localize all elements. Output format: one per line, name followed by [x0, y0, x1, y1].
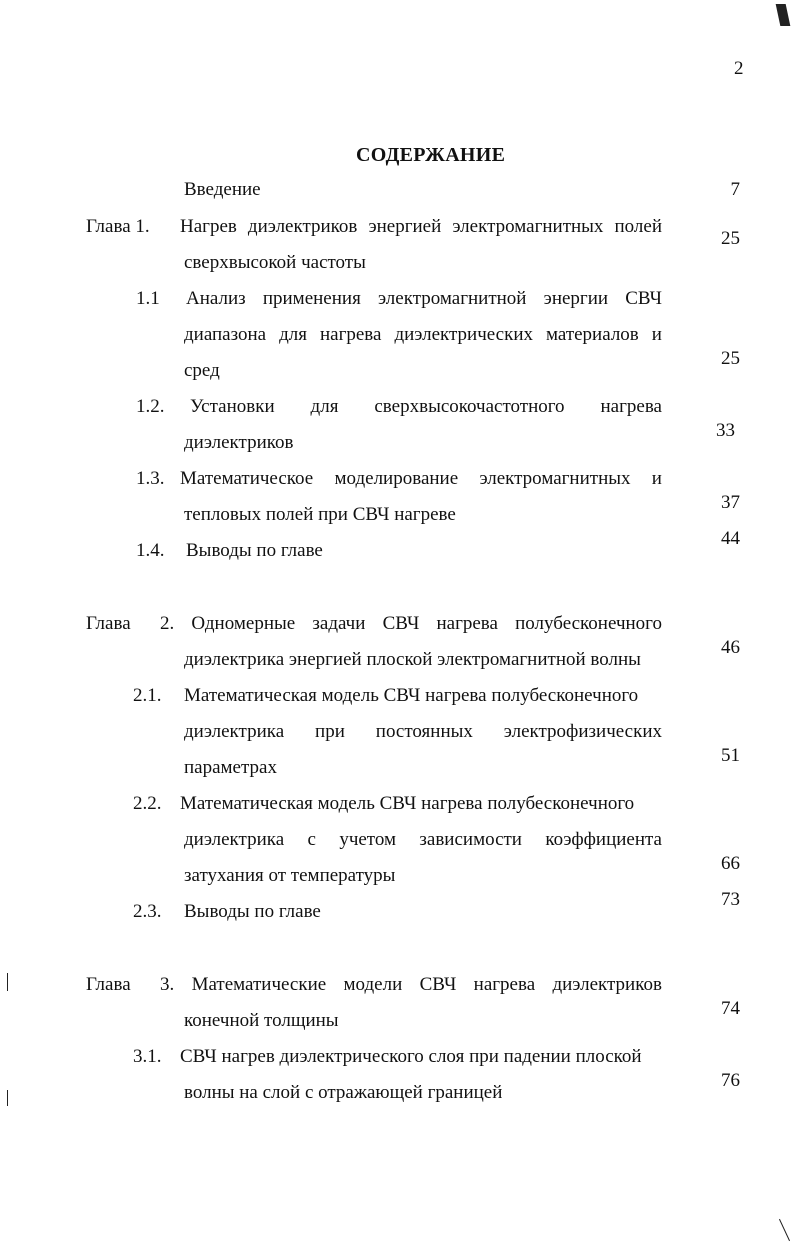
word: полей	[614, 216, 662, 237]
section-1-1-title-line-3: сред	[184, 360, 220, 381]
chapter-2-number: 2.	[160, 613, 175, 634]
word: коэффициента	[545, 829, 662, 850]
section-2-2-title-line-2	[184, 828, 662, 852]
word: материалов	[545, 324, 639, 345]
section-1-3-title-line-1	[180, 467, 662, 491]
chapter-2-title-line-2: диэлектрика энергией плоской электромагнитной волны	[184, 649, 641, 670]
section-1-4-title: Выводы по главе	[186, 540, 323, 561]
section-1-3-title-line-2: тепловых полей при СВЧ нагреве	[184, 504, 456, 525]
word: Математические	[191, 974, 327, 995]
word: Математическое	[180, 468, 314, 489]
word: СВЧ	[625, 288, 662, 309]
word: СВЧ	[382, 613, 420, 634]
word: диэлектрика	[184, 829, 285, 850]
section-1-1-page: 25	[721, 348, 740, 369]
word: моделирование	[334, 468, 459, 489]
word: для	[279, 324, 307, 345]
chapter-1-number: Глава 1.	[86, 216, 150, 237]
word: электрофизических	[503, 721, 662, 742]
scan-artifact-left-2	[7, 1090, 8, 1106]
word: электромагнитной	[378, 288, 527, 309]
section-1-2-title-line-1	[190, 395, 662, 419]
section-2-2-page: 66	[721, 853, 740, 874]
section-1-4-page: 44	[721, 528, 740, 549]
scan-artifact-bottom-right	[779, 1219, 790, 1241]
section-1-1-title-line-1	[186, 287, 662, 311]
section-2-2-number: 2.2.	[133, 793, 162, 814]
section-2-2-title-line-1: Математическая модель СВЧ нагрева полубесконечного	[180, 793, 635, 814]
word: применения	[262, 288, 361, 309]
intro-page: 7	[730, 179, 740, 200]
chapter-2-title-line-1	[160, 612, 662, 636]
chapter-3-page: 74	[721, 998, 740, 1019]
word: энергией	[368, 216, 442, 237]
word: учетом	[339, 829, 397, 850]
chapter-1-title-line-1	[180, 215, 662, 239]
chapter-3-word: Глава	[86, 974, 131, 995]
section-2-1-number: 2.1.	[133, 685, 162, 706]
word: Установки	[190, 396, 275, 417]
word: нагрева	[436, 613, 498, 634]
section-3-1-title-line-1: СВЧ нагрев диэлектрического слоя при падении плоской	[180, 1046, 642, 1067]
scan-artifact-left-1	[7, 973, 8, 991]
chapter-2-page: 46	[721, 637, 740, 658]
word: нагрева	[319, 324, 382, 345]
word: СВЧ	[419, 974, 457, 995]
page-title: СОДЕРЖАНИЕ	[356, 144, 506, 166]
word: Одномерные	[191, 613, 296, 634]
chapter-1-page: 25	[721, 228, 740, 249]
word: Анализ	[186, 288, 246, 309]
section-2-1-title-line-2	[184, 720, 662, 744]
intro-label: Введение	[184, 179, 261, 200]
section-2-3-number: 2.3.	[133, 901, 162, 922]
word: электромагнитных	[479, 468, 631, 489]
section-1-2-page: 33	[716, 420, 735, 441]
section-2-3-page: 73	[721, 889, 740, 910]
chapter-3-number: 3.	[160, 974, 175, 995]
word: и	[651, 324, 662, 345]
section-2-3-title: Выводы по главе	[184, 901, 321, 922]
section-1-1-title-line-2	[184, 323, 662, 347]
section-2-1-title-line-1: Математическая модель СВЧ нагрева полубесконечного	[184, 685, 639, 706]
word: задачи	[312, 613, 366, 634]
word: модели	[343, 974, 403, 995]
word: сверхвысокочастотного	[374, 396, 565, 417]
chapter-1-title-line-2: сверхвысокой частоты	[184, 252, 366, 273]
word: диэлектриков	[552, 974, 662, 995]
section-1-4-number: 1.4.	[136, 540, 165, 561]
chapter-2-word: Глава	[86, 613, 131, 634]
word: энергии	[543, 288, 609, 309]
word: диапазона	[184, 324, 267, 345]
word: диэлектриков	[247, 216, 358, 237]
word: диэлектрических	[394, 324, 533, 345]
word: зависимости	[419, 829, 522, 850]
word: нагрева	[600, 396, 662, 417]
chapter-3-title-line-2: конечной толщины	[184, 1010, 339, 1031]
section-1-2-title-line-2: диэлектриков	[184, 432, 294, 453]
word: для	[310, 396, 339, 417]
section-3-1-page: 76	[721, 1070, 740, 1091]
word: при	[315, 721, 345, 742]
page-number: 2	[734, 58, 744, 79]
section-2-2-title-line-3: затухания от температуры	[184, 865, 396, 886]
section-3-1-title-line-2: волны на слой с отражающей границей	[184, 1082, 503, 1103]
section-1-3-number: 1.3.	[136, 468, 165, 489]
word: и	[651, 468, 662, 489]
word: полубесконечного	[515, 613, 662, 634]
section-3-1-number: 3.1.	[133, 1046, 162, 1067]
section-1-3-page: 37	[721, 492, 740, 513]
section-2-1-page: 51	[721, 745, 740, 766]
scan-artifact-top-right	[776, 4, 791, 26]
word: с	[307, 829, 316, 850]
word: постоянных	[375, 721, 473, 742]
section-1-2-number: 1.2.	[136, 396, 165, 417]
word: электромагнитных	[452, 216, 604, 237]
section-2-1-title-line-3: параметрах	[184, 757, 277, 778]
chapter-3-title-line-1	[160, 973, 662, 997]
word: диэлектрика	[184, 721, 285, 742]
word: Нагрев	[180, 216, 237, 237]
word: нагрева	[473, 974, 536, 995]
section-1-1-number: 1.1	[136, 288, 160, 309]
